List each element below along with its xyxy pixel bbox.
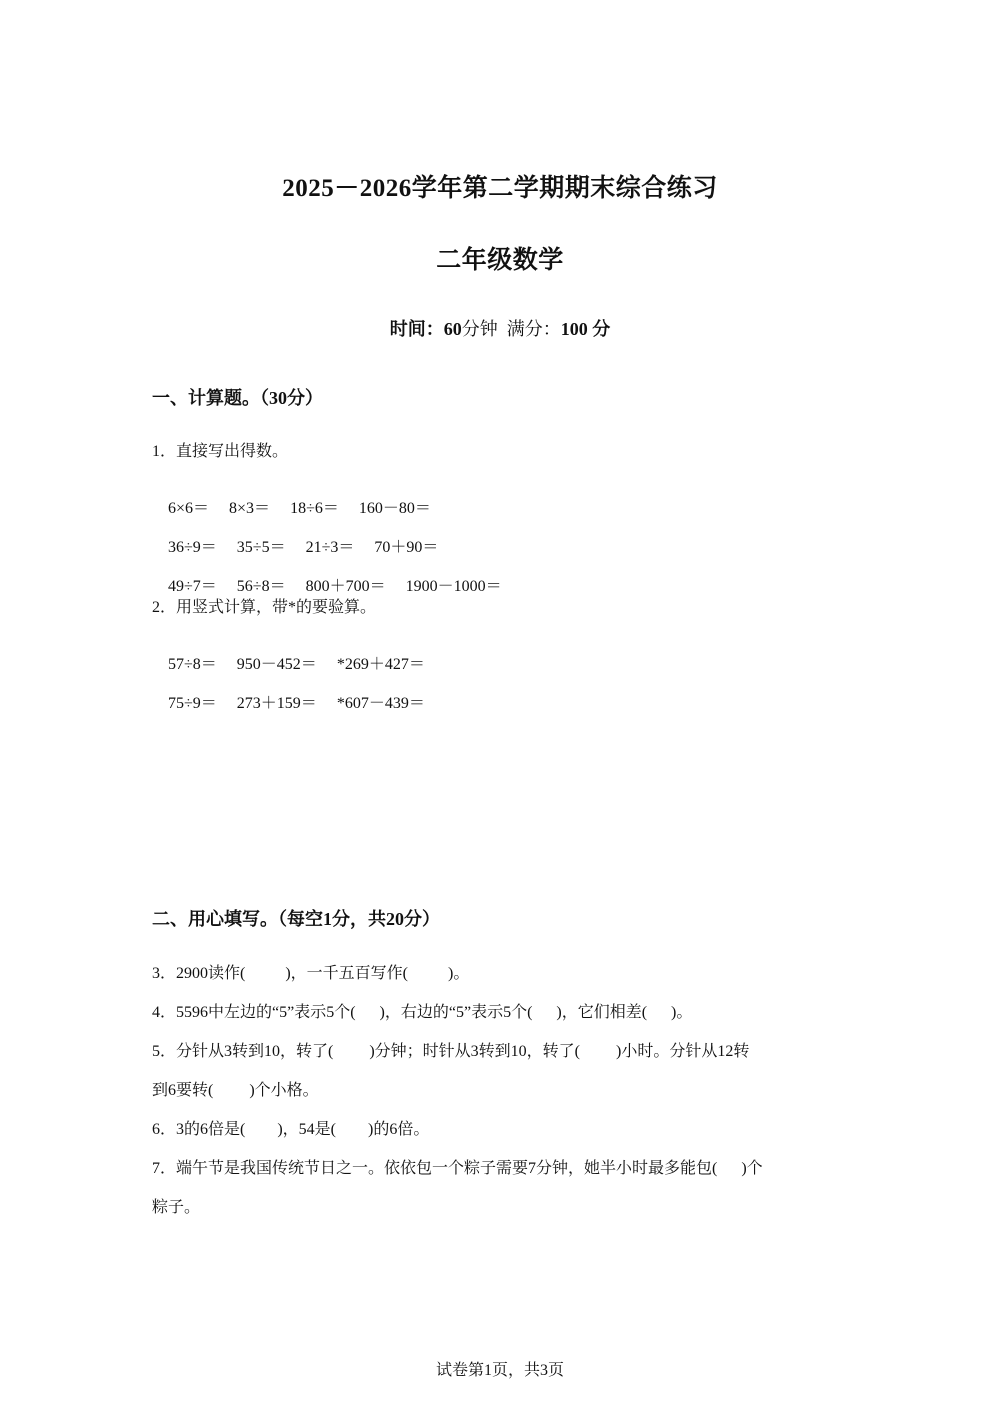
exam-meta [0, 315, 1000, 341]
question-7-line-1: 7．端午节是我国传统节日之一。依依包一个粽子需要7分钟，她半小时最多能包( )个 [152, 1160, 763, 1177]
section-2-heading: 二、用心填写。（每空1分，共20分） [152, 909, 440, 929]
question-7-line-2: 粽子。 [152, 1199, 201, 1216]
calc-item: 1900－1000＝ [405, 578, 502, 595]
calc-item: 57÷8＝ [168, 656, 217, 673]
question-6: 6．3的6倍是( )，54是( )的6倍。 [152, 1121, 430, 1138]
calc-item: *269＋427＝ [336, 656, 425, 673]
score-unit: 分 [592, 319, 611, 339]
question-3: 3．2900读作( )，一千五百写作( )。 [152, 965, 470, 982]
exam-title: 2025－2026学年第二学期期末综合练习 [282, 175, 718, 202]
calc-item: 35÷5＝ [236, 539, 286, 556]
question-5-line-2: 到6要转( )个小格。 [152, 1082, 319, 1099]
calc-item: 8×3＝ [229, 500, 271, 517]
calc-item: 18÷6＝ [290, 500, 339, 517]
calc-item: 21÷3＝ [305, 539, 355, 556]
page-footer: 试卷第1页，共3页 [435, 1362, 564, 1379]
question-4: 4．5596中左边的“5”表示5个( )，右边的“5”表示5个( )，它们相差( )。 [152, 1004, 693, 1021]
score-label: 满分： [506, 319, 561, 339]
question-2-row-2 [152, 672, 425, 731]
calc-item: 950－452＝ [236, 656, 317, 673]
time-unit: 分钟 [461, 319, 498, 339]
calc-item: 36÷9＝ [168, 539, 217, 556]
time-label: 时间： [389, 319, 444, 339]
calc-item: 70＋90＝ [374, 539, 439, 556]
exam-subject: 二年级数学 [436, 247, 564, 274]
calc-item: 800＋700＝ [305, 578, 386, 595]
score-value: 100 [560, 319, 588, 339]
question-2-prompt: 2．用竖式计算，带*的要验算。 [152, 599, 377, 616]
calc-item: 49÷7＝ [168, 578, 217, 595]
calc-item: 6×6＝ [168, 500, 210, 517]
calc-item: 160－80＝ [358, 500, 431, 517]
section-1-heading: 一、计算题。（30分） [152, 388, 323, 408]
calc-item: 75÷9＝ [168, 695, 217, 712]
calc-item: *607－439＝ [336, 695, 425, 712]
question-5-line-1: 5．分针从3转到10，转了( )分钟；时针从3转到10，转了( )小时。分针从12转 [152, 1043, 750, 1060]
question-1-prompt: 1．直接写出得数。 [152, 443, 289, 460]
calc-item: 56÷8＝ [236, 578, 286, 595]
calc-item: 273＋159＝ [236, 695, 317, 712]
time-value: 60 [443, 319, 462, 339]
